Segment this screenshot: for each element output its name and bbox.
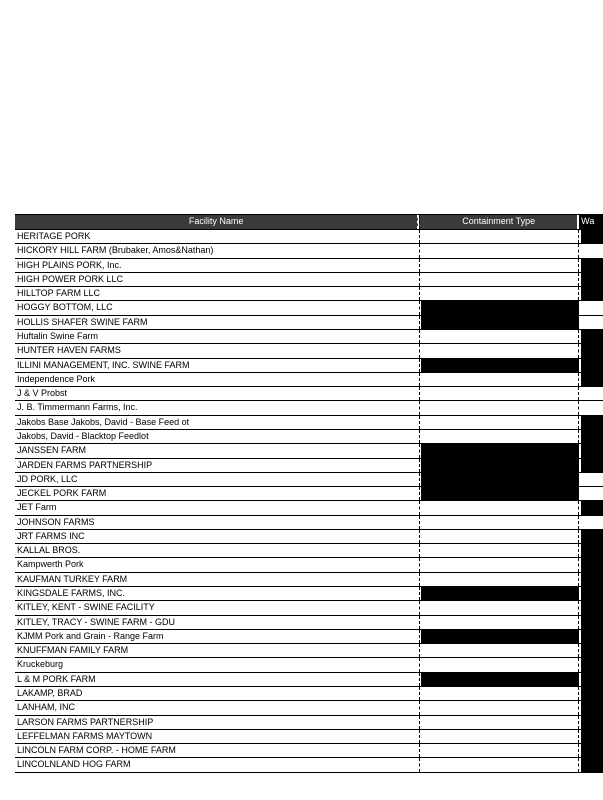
- containment-type-cell: [421, 401, 579, 414]
- table-row: [15, 587, 603, 601]
- table-row: [15, 630, 603, 644]
- facility-name-cell: Kruckeburg: [15, 658, 420, 671]
- table-row: [15, 616, 603, 630]
- wa-cell: [581, 601, 603, 614]
- facility-name-cell: LANHAM, INC: [15, 701, 420, 714]
- wa-cell: [581, 558, 603, 571]
- facility-name-cell: HOLLIS SHAFER SWINE FARM: [15, 316, 420, 329]
- wa-cell: [581, 644, 603, 657]
- wa-cell: [581, 630, 603, 643]
- wa-cell: [581, 473, 603, 486]
- facility-name-cell: JOHNSON FARMS: [15, 516, 420, 529]
- table-row: [15, 573, 603, 587]
- table-row: [15, 487, 603, 501]
- facility-name-cell: KJMM Pork and Grain - Range Farm: [15, 630, 420, 643]
- containment-type-cell: [421, 444, 579, 457]
- table-row: [15, 259, 603, 273]
- facility-name-cell: KITLEY, KENT - SWINE FACILITY: [15, 601, 420, 614]
- wa-cell: [581, 459, 603, 472]
- containment-type-cell: [421, 573, 579, 586]
- table-row: [15, 530, 603, 544]
- facility-name-cell: LINCOLNLAND HOG FARM: [15, 758, 420, 771]
- facility-name-cell: HOGGY BOTTOM, LLC: [15, 301, 420, 314]
- facility-name-cell: Jakobs, David - Blacktop Feedlot: [15, 430, 420, 443]
- facility-name-cell: JD PORK, LLC: [15, 473, 420, 486]
- containment-type-cell: [421, 316, 579, 329]
- table-row: [15, 673, 603, 687]
- wa-header: Wa: [579, 215, 603, 229]
- containment-type-cell: [421, 758, 579, 771]
- facility-name-cell: LARSON FARMS PARTNERSHIP: [15, 716, 420, 729]
- wa-cell: [581, 444, 603, 457]
- facility-name-cell: KALLAL BROS.: [15, 544, 420, 557]
- wa-cell: [581, 573, 603, 586]
- facility-name-cell: HUNTER HAVEN FARMS: [15, 344, 420, 357]
- containment-type-cell: [421, 587, 579, 600]
- table-row: [15, 316, 603, 330]
- wa-cell: [581, 230, 603, 243]
- containment-type-cell: [421, 630, 579, 643]
- containment-type-cell: [421, 544, 579, 557]
- containment-type-cell: [421, 601, 579, 614]
- facility-name-header: Facility Name: [15, 215, 418, 229]
- table-row: [15, 730, 603, 744]
- wa-cell: [581, 244, 603, 257]
- table-row: [15, 459, 603, 473]
- table-row: [15, 716, 603, 730]
- containment-type-cell: [421, 359, 579, 372]
- wa-cell: [581, 301, 603, 314]
- table-row: [15, 473, 603, 487]
- containment-type-cell: [421, 558, 579, 571]
- containment-type-cell: [421, 673, 579, 686]
- containment-type-cell: [421, 273, 579, 286]
- containment-type-cell: [421, 644, 579, 657]
- facility-name-cell: JECKEL PORK FARM: [15, 487, 420, 500]
- table-row: [15, 701, 603, 715]
- facility-name-cell: LINCOLN FARM CORP. - HOME FARM: [15, 744, 420, 757]
- facility-name-cell: LAKAMP, BRAD: [15, 687, 420, 700]
- wa-cell: [581, 416, 603, 429]
- wa-cell: [581, 501, 603, 514]
- table-header: [15, 214, 603, 230]
- table-row: [15, 644, 603, 658]
- table-row: [15, 501, 603, 515]
- containment-type-cell: [421, 416, 579, 429]
- wa-cell: [581, 316, 603, 329]
- containment-type-header: Containment Type: [419, 215, 577, 229]
- wa-cell: [581, 673, 603, 686]
- table-row: [15, 387, 603, 401]
- containment-type-cell: [421, 373, 579, 386]
- containment-type-cell: [421, 487, 579, 500]
- containment-type-cell: [421, 344, 579, 357]
- facility-name-cell: JARDEN FARMS PARTNERSHIP: [15, 459, 420, 472]
- wa-cell: [581, 716, 603, 729]
- table-row: [15, 330, 603, 344]
- table-row: [15, 344, 603, 358]
- wa-cell: [581, 287, 603, 300]
- table-row: [15, 516, 603, 530]
- containment-type-cell: [421, 658, 579, 671]
- table-row: [15, 544, 603, 558]
- wa-cell: [581, 744, 603, 757]
- wa-cell: [581, 401, 603, 414]
- wa-cell: [581, 701, 603, 714]
- facility-name-cell: Kampwerth Pork: [15, 558, 420, 571]
- facility-name-cell: HILLTOP FARM LLC: [15, 287, 420, 300]
- containment-type-cell: [421, 287, 579, 300]
- table-row: [15, 359, 603, 373]
- wa-cell: [581, 616, 603, 629]
- wa-cell: [581, 530, 603, 543]
- facility-name-cell: Jakobs Base Jakobs, David - Base Feed ot: [15, 416, 420, 429]
- containment-type-cell: [421, 473, 579, 486]
- facility-name-cell: KINGSDALE FARMS, INC.: [15, 587, 420, 600]
- wa-cell: [581, 658, 603, 671]
- table-row: [15, 558, 603, 572]
- table-body: [15, 230, 603, 773]
- facility-name-cell: HIGH POWER PORK LLC: [15, 273, 420, 286]
- facility-name-cell: HICKORY HILL FARM (Brubaker, Amos&Nathan): [15, 244, 420, 257]
- facility-name-cell: HERITAGE PORK: [15, 230, 420, 243]
- table-row: [15, 687, 603, 701]
- containment-type-cell: [421, 330, 579, 343]
- containment-type-cell: [421, 687, 579, 700]
- wa-cell: [581, 430, 603, 443]
- table-row: [15, 444, 603, 458]
- wa-cell: [581, 730, 603, 743]
- containment-type-cell: [421, 730, 579, 743]
- containment-type-cell: [421, 430, 579, 443]
- wa-cell: [581, 544, 603, 557]
- containment-type-cell: [421, 616, 579, 629]
- table-row: [15, 301, 603, 315]
- containment-type-cell: [421, 701, 579, 714]
- facility-name-cell: KITLEY, TRACY - SWINE FARM - GDU: [15, 616, 420, 629]
- facility-name-cell: Independence Pork: [15, 373, 420, 386]
- wa-cell: [581, 359, 603, 372]
- wa-cell: [581, 273, 603, 286]
- table-row: [15, 244, 603, 258]
- facility-name-cell: JRT FARMS INC: [15, 530, 420, 543]
- table-row: [15, 287, 603, 301]
- facility-name-cell: J. B. Timmermann Farms, Inc.: [15, 401, 420, 414]
- table-row: [15, 273, 603, 287]
- containment-type-cell: [421, 530, 579, 543]
- containment-type-cell: [421, 244, 579, 257]
- table-row: [15, 601, 603, 615]
- containment-type-cell: [421, 301, 579, 314]
- facility-name-cell: KAUFMAN TURKEY FARM: [15, 573, 420, 586]
- wa-cell: [581, 587, 603, 600]
- wa-cell: [581, 344, 603, 357]
- table-row: [15, 230, 603, 244]
- facility-name-cell: JET Farm: [15, 501, 420, 514]
- facility-name-cell: HIGH PLAINS PORK, Inc.: [15, 259, 420, 272]
- facility-name-cell: LEFFELMAN FARMS MAYTOWN: [15, 730, 420, 743]
- table-row: [15, 658, 603, 672]
- facility-name-cell: ILLINI MANAGEMENT, INC. SWINE FARM: [15, 359, 420, 372]
- facility-name-cell: L & M PORK FARM: [15, 673, 420, 686]
- containment-type-cell: [421, 716, 579, 729]
- containment-type-cell: [421, 516, 579, 529]
- table-row: [15, 744, 603, 758]
- wa-cell: [581, 758, 603, 771]
- wa-cell: [581, 330, 603, 343]
- facility-name-cell: KNUFFMAN FAMILY FARM: [15, 644, 420, 657]
- wa-cell: [581, 516, 603, 529]
- wa-cell: [581, 387, 603, 400]
- wa-cell: [581, 687, 603, 700]
- table-row: [15, 416, 603, 430]
- facility-name-cell: J & V Probst: [15, 387, 420, 400]
- containment-type-cell: [421, 501, 579, 514]
- wa-cell: [581, 487, 603, 500]
- table-row: [15, 401, 603, 415]
- containment-type-cell: [421, 459, 579, 472]
- table-row: [15, 430, 603, 444]
- containment-type-cell: [421, 744, 579, 757]
- wa-cell: [581, 259, 603, 272]
- facility-name-cell: Huftalin Swine Farm: [15, 330, 420, 343]
- wa-cell: [581, 373, 603, 386]
- facility-name-cell: JANSSEN FARM: [15, 444, 420, 457]
- table-row: [15, 758, 603, 772]
- containment-type-cell: [421, 259, 579, 272]
- containment-type-cell: [421, 230, 579, 243]
- facility-table: [15, 214, 603, 773]
- containment-type-cell: [421, 387, 579, 400]
- table-row: [15, 373, 603, 387]
